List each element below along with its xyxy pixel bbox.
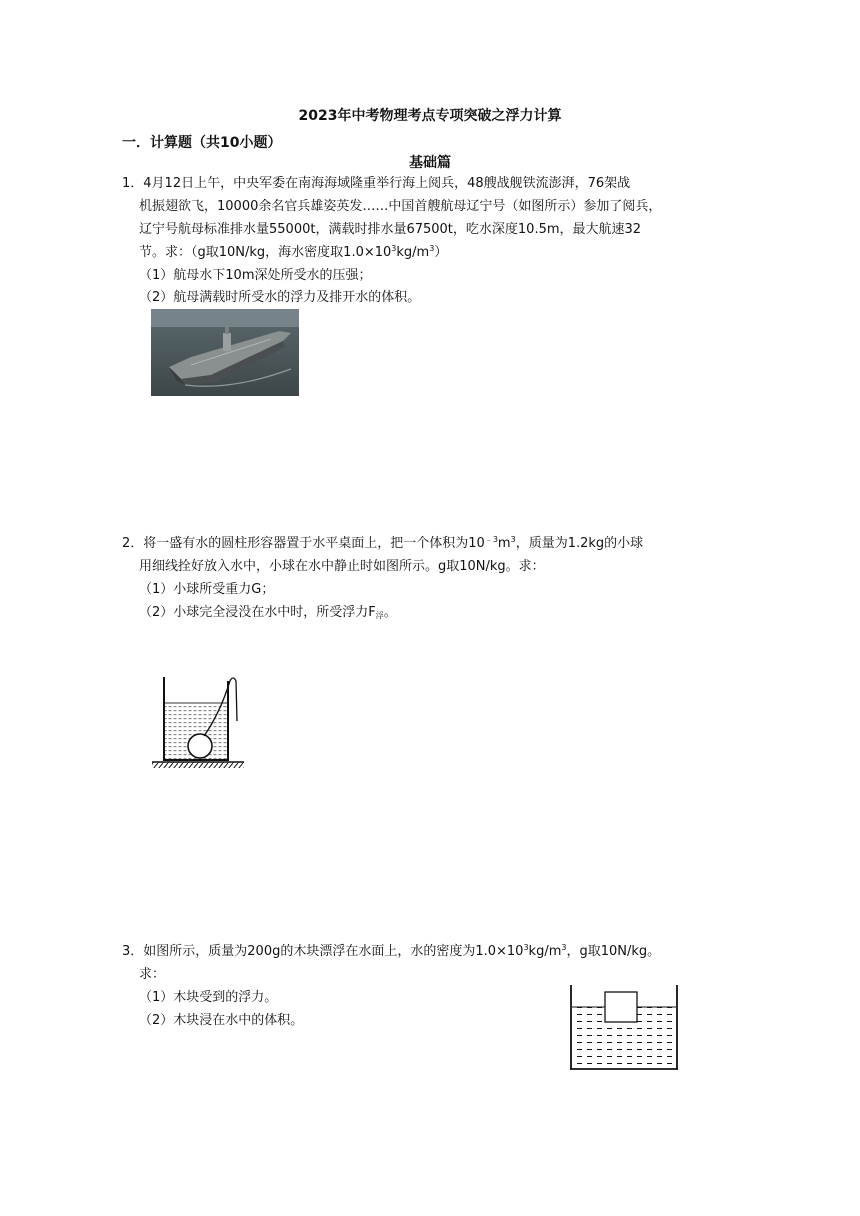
section-heading: 一．计算题（共10小题）: [122, 135, 282, 151]
floating-block-diagram: [566, 983, 682, 1073]
q1-subquestion-2: （2）航母满载时所受水的浮力及排开水的体积。: [139, 290, 421, 305]
q3-subquestion-2: （2）木块浸在水中的体积。: [139, 1013, 304, 1028]
q2-line-1: 2．将一盛有水的圆柱形容器置于水平桌面上，把一个体积为$10^{﹣3}m^3$，质量为1.2kg的小球: [122, 535, 644, 551]
q2-line-2: 用细线拴好放入水中，小球在水中静止时如图所示。g取10N/kg。求：: [139, 559, 545, 574]
page-title: 2023年中考物理考点专项突破之浮力计算: [298, 108, 562, 124]
q1-line-3: 辽宁号航母标准排水量55000t，满载时排水量67500t，吃水深度10.5m，最大航速32: [139, 222, 642, 237]
q3-subquestion-1: （1）木块受到的浮力。: [139, 990, 278, 1005]
q1-line-1: 1．4月12日上午，中央军委在南海海域隆重举行海上阅兵，48艘战舰铁流澎湃，76架战: [122, 176, 631, 191]
q3-line-2: 求：: [139, 967, 166, 982]
q2-subquestion-2: （2）小球完全浸没在水中时，所受浮力$F_浮$。: [139, 605, 397, 620]
q1-subquestion-1: （1）航母水下10m深处所受水的压强；: [139, 268, 372, 283]
q3-line-1: 3．如图所示，质量为200g的木块漂浮在水面上，水的密度为$1.0\times 10^3kg/m^3$，g取10N/kg。: [122, 943, 661, 959]
q1-line-4: 节。求：（g取10N/kg，海水密度取$1.0\times 10^3kg/m^3$）: [139, 244, 448, 260]
ball-in-water-diagram: [148, 673, 248, 771]
q2-subquestion-1: （1）小球所受重力G；: [139, 582, 275, 597]
subsection-heading: 基础篇: [409, 155, 451, 171]
q1-line-2: 机振翅欲飞，10000余名官兵雄姿英发……中国首艘航母辽宁号（如图所示）参加了阅兵，: [139, 199, 662, 214]
aircraft-carrier-photo: [151, 309, 299, 396]
